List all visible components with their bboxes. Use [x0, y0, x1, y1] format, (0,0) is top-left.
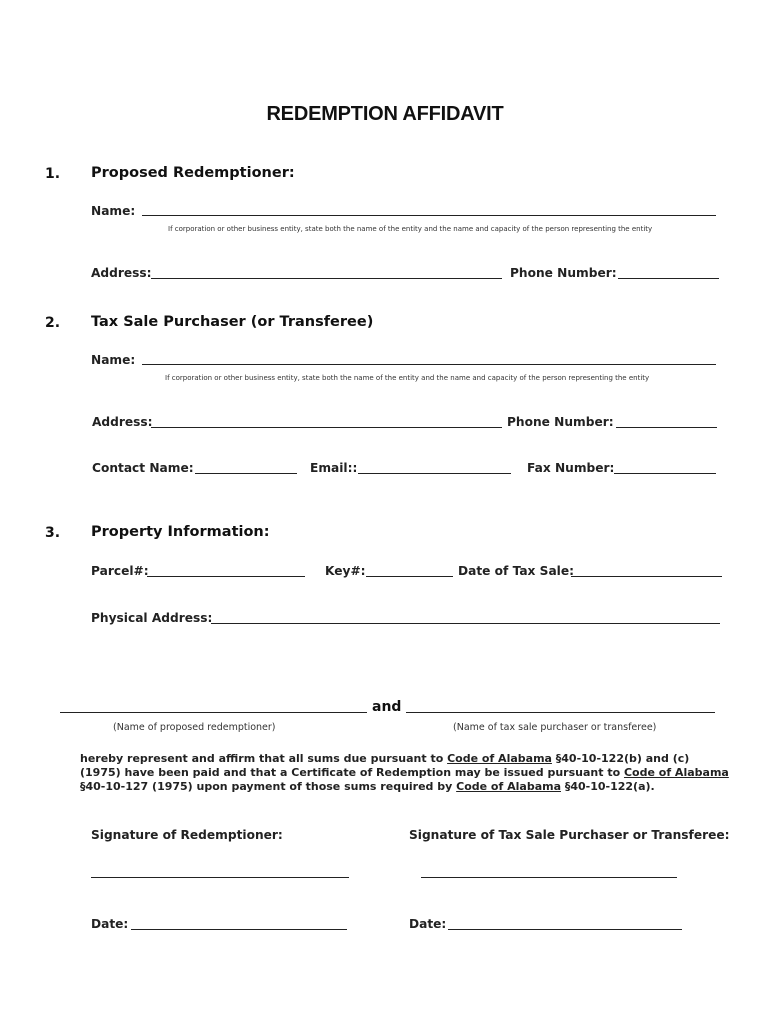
section-2-email-label: Email::	[310, 461, 358, 475]
section-2-contact-label: Contact Name:	[92, 461, 194, 475]
redemptioner-signature-field[interactable]	[91, 877, 349, 878]
code-of-alabama-link[interactable]: Code of Alabama	[456, 780, 561, 793]
section-2-name-field[interactable]	[142, 364, 716, 365]
code-of-alabama-link[interactable]: Code of Alabama	[623, 766, 729, 779]
section-2-fax-label: Fax Number:	[527, 461, 615, 475]
affirmation-line-2	[80, 766, 729, 780]
section-2-heading: Tax Sale Purchaser (or Transferee)	[91, 314, 374, 330]
section-1-heading: Proposed Redemptioner:	[91, 165, 295, 181]
section-1-address-field[interactable]	[151, 278, 502, 279]
section-2-address-label: Address:	[92, 415, 153, 429]
redemptioner-date-field[interactable]	[131, 929, 347, 930]
section-2-fax-field[interactable]	[614, 473, 716, 474]
affirmation-text: (1975) have been paid and that a Certificate of Redemption may be issued pursuant to	[80, 766, 624, 779]
section-1-phone-field[interactable]	[618, 278, 719, 279]
affirmation-text: §40-10-127 (1975) upon payment of those sums required by	[80, 780, 457, 793]
affirmation-line-3	[80, 780, 655, 794]
section-3-date-label: Date of Tax Sale:	[458, 564, 574, 578]
section-3-key-label: Key#:	[325, 564, 366, 578]
affirmation-text: §40-10-122(a).	[561, 780, 655, 793]
right-caption: (Name of tax sale purchaser or transferee)	[453, 722, 657, 733]
section-2-phone-label: Phone Number:	[507, 415, 614, 429]
redemptioner-signature-label: Signature of Redemptioner:	[91, 828, 283, 842]
section-1-address-label: Address:	[91, 266, 152, 280]
section-2-number: 2.	[45, 315, 61, 331]
purchaser-date-field[interactable]	[448, 929, 682, 930]
purchaser-date-label: Date:	[409, 917, 447, 931]
and-text: and	[372, 699, 402, 715]
page-title: REDEMPTION AFFIDAVIT	[266, 103, 504, 125]
affirmation-text: hereby represent and affirm that all sums due pursuant to	[80, 752, 448, 765]
section-2-name-label: Name:	[91, 353, 136, 367]
affirmation-text: §40-10-122(b) and (c)	[551, 752, 690, 765]
section-2-address-field[interactable]	[151, 427, 502, 428]
section-1-phone-label: Phone Number:	[510, 266, 617, 280]
section-2-email-field[interactable]	[358, 473, 511, 474]
section-1-number: 1.	[45, 166, 61, 182]
purchaser-name-field[interactable]	[406, 712, 715, 713]
redemptioner-date-label: Date:	[91, 917, 129, 931]
purchaser-signature-field[interactable]	[421, 877, 677, 878]
section-1-name-label: Name:	[91, 204, 136, 218]
purchaser-signature-label: Signature of Tax Sale Purchaser or Transferee:	[409, 828, 730, 842]
affirmation-line-1	[80, 752, 689, 766]
section-3-key-field[interactable]	[366, 576, 453, 577]
left-caption: (Name of proposed redemptioner)	[113, 722, 276, 733]
redemptioner-name-field[interactable]	[60, 712, 367, 713]
section-3-parcel-label: Parcel#:	[91, 564, 149, 578]
section-3-physical-field[interactable]	[211, 623, 720, 624]
section-3-parcel-field[interactable]	[147, 576, 305, 577]
section-3-physical-label: Physical Address:	[91, 611, 213, 625]
section-2-name-note: If corporation or other business entity, state both the name of the entity and the name and capacity of the person representing the entity	[165, 374, 650, 382]
code-of-alabama-link[interactable]: Code of Alabama	[447, 752, 552, 765]
section-2-phone-field[interactable]	[616, 427, 717, 428]
section-3-date-field[interactable]	[571, 576, 722, 577]
section-2-contact-field[interactable]	[195, 473, 297, 474]
section-3-number: 3.	[45, 525, 61, 541]
section-1-name-note: If corporation or other business entity, state both the name of the entity and the name and capacity of the person representing the entity	[168, 225, 653, 233]
section-3-heading: Property Information:	[91, 524, 270, 540]
section-1-name-field[interactable]	[142, 215, 716, 216]
